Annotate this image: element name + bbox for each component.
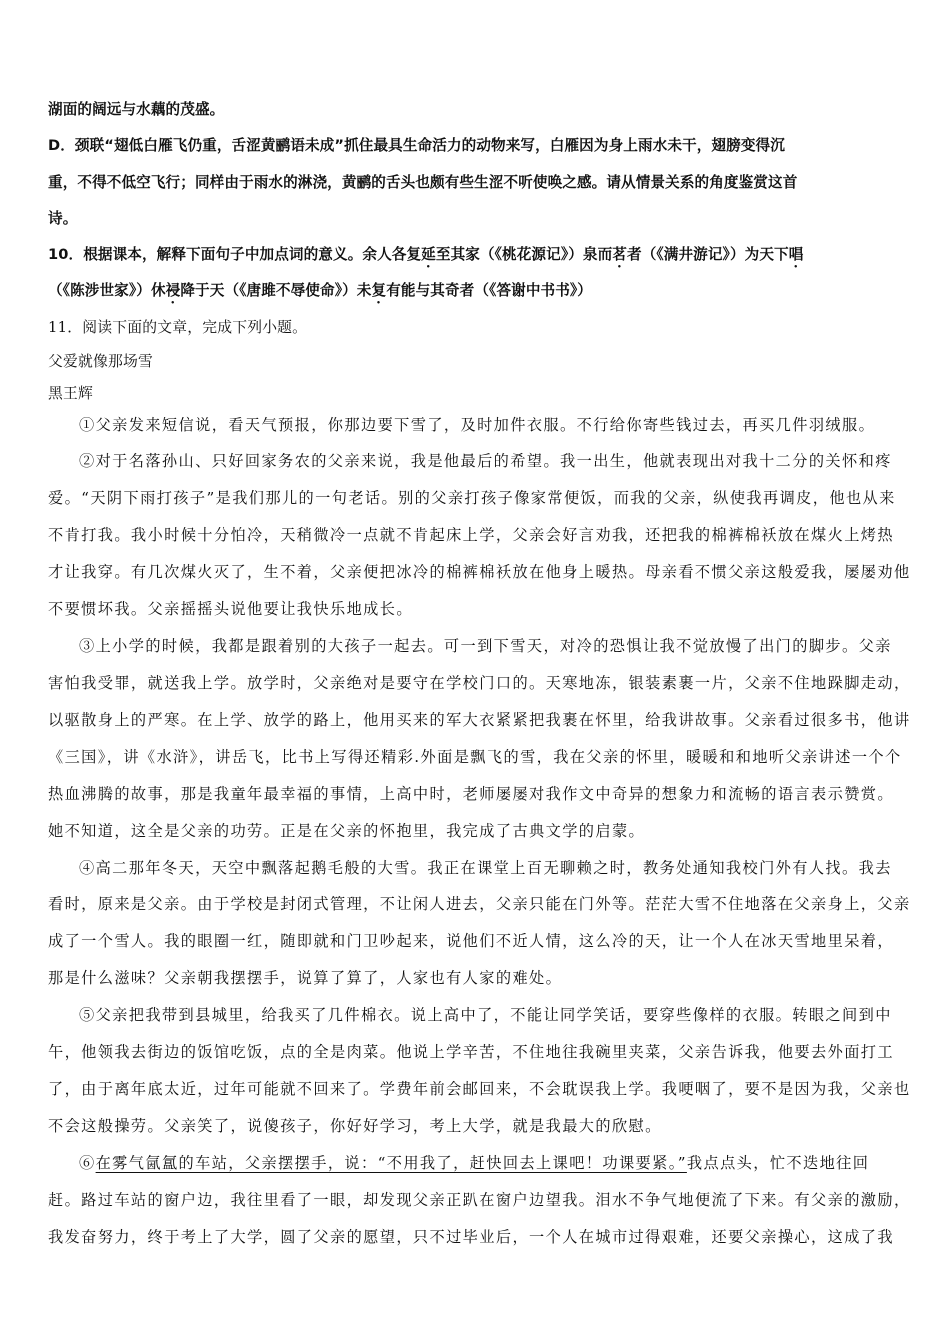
paragraph-3-line: 《三国》，讲《水浒》，讲岳飞，比书上写得还精彩.外面是飘飞的雪，我在父亲的怀里，暖暖和和地听父亲讲述一个个 xyxy=(48,748,902,766)
paragraph-6-line: 我发奋努力，终于考上了大学，圆了父亲的愿望，只不过毕业后，一个人在城市过得艰难，还要父亲操心，这成了我 xyxy=(48,1228,894,1246)
paragraph-4-line: 看时，原来是父亲。由于学校是封闭式管理，不让闲人进去，父亲只能在门外等。茫茫大雪不住地落在父亲身上，父亲 xyxy=(48,895,911,913)
dotted-word: 延 xyxy=(421,246,436,263)
paragraph-5-line: 了，由于离年底太近，过年可能就不回来了。学费年前会邮回来，不会耽误我上学。我哽咽了，要不是因为我，父亲也 xyxy=(48,1080,911,1098)
option-d-line-2: 重，不得不低空飞行；同样由于雨水的淋浇，黄鹂的舌头也颇有些生涩不听使唤之感。请从情景关系的角度鉴赏这首 xyxy=(48,174,798,191)
underlined-sentence: 在雾气氤氲的车站，父亲摆摆手，说：“不用我了，赶快回去上课吧！功课要紧。” xyxy=(95,1154,687,1172)
option-d-line-1: D．颈联“翅低白雁飞仍重，舌涩黄鹂语未成”抓住最具生命活力的动物来写，白雁因为身上雨水未干，翅膀变得沉 xyxy=(48,137,785,154)
paragraph-3-line: 她不知道，这全是父亲的功劳。正是在父亲的怀抱里，我完成了古典文学的启蒙。 xyxy=(48,822,646,840)
dotted-word: 唱 xyxy=(788,246,804,263)
paragraph-5-line: ⑤父亲把我带到县城里，给我买了几件棉衣。说上高中了，不能让同学笑话，要穿些像样的衣服。转眼之间到中 xyxy=(79,1006,892,1024)
dotted-word: 复 xyxy=(371,282,387,299)
paragraph-5-line: 不会这般操劳。父亲笑了，说傻孩子，你好好学习，考上大学，就是我最大的欣慰。 xyxy=(48,1117,662,1135)
article-title: 父爱就像那场雪 xyxy=(48,353,153,370)
paragraph-4-line: 那是什么滋味？父亲朝我摆摆手，说算了算了，人家也有人家的难处。 xyxy=(48,969,563,987)
paragraph-4-line: 成了一个雪人。我的眼圈一红，随即就和门卫吵起来，说他们不近人情，这么冷的天，让一个人在冰天雪地里呆着， xyxy=(48,932,894,950)
paragraph-3-line: 热血沸腾的故事，那是我童年最幸福的事情，上高中时，老师屡屡对我作文中奇异的想象力和流畅的语言表示赞赏。 xyxy=(48,785,894,803)
paragraph-2-line: 不要惯坏我。父亲摇摇头说他要让我快乐地成长。 xyxy=(48,600,413,618)
article-author: 黑王辉 xyxy=(48,385,93,402)
dotted-word: 祲 xyxy=(165,282,181,299)
option-d-line-3: 诗。 xyxy=(48,210,78,227)
paragraph-2-line: 不肯打我。我小时候十分怕冷，天稍微冷一点就不肯起床上学，父亲会好言劝我，还把我的棉裤棉袄放在煤火上烤热 xyxy=(48,526,894,544)
dotted-word: 茗 xyxy=(612,246,627,263)
paragraph-2-line: 才让我穿。有几次煤火灭了，生不着，父亲便把冰冷的棉裤棉袄放在他身上暖热。母亲看不惯父亲这般爱我，屡屡劝他 xyxy=(48,563,911,581)
paragraph-2-line: 爱。“天阴下雨打孩子”是我们那儿的一句老话。别的父亲打孩子像家常便饭，而我的父亲，纵使我再调皮，他也从来 xyxy=(48,489,896,507)
paragraph-6-line: ⑥在雾气氤氲的车站，父亲摆摆手，说：“不用我了，赶快回去上课吧！功课要紧。”我点点头，忙不迭地往回 xyxy=(79,1154,870,1172)
paragraph-4-line: ④高二那年冬天，天空中飘落起鹅毛般的大雪。我正在课堂上百无聊赖之时，教务处通知我校门外有人找。我去 xyxy=(79,859,892,877)
paragraph-6-line: 赶。路过车站的窗户边，我往里看了一眼，却发现父亲正趴在窗户边望我。泪水不争气地便流了下来。有父亲的激励， xyxy=(48,1191,911,1209)
paragraph-2-line: ②对于名落孙山、只好回家务农的父亲来说，我是他最后的希望。我一出生，他就表现出对我十二分的关怀和疼 xyxy=(79,452,892,470)
paragraph-5-line: 午，他领我去街边的饭馆吃饭，点的全是肉菜。他说上学辛苦，不住地往我碗里夹菜，父亲告诉我，他要去外面打工 xyxy=(48,1043,894,1061)
question-10-line-2: （《陈涉世家》）休祲降于天（《唐雎不辱使命》）未复有能与其奇者（《答谢中书书》） xyxy=(48,282,592,299)
paragraph-1: ①父亲发来短信说，看天气预报，你那边要下雪了，及时加件衣服。不行给你寄些钱过去，再买几件羽绒服。 xyxy=(79,416,876,434)
option-c-tail: 湖面的阔远与水藕的茂盛。 xyxy=(48,101,225,118)
question-11-intro: 11．阅读下面的文章，完成下列小题。 xyxy=(48,319,308,336)
paragraph-3-line: ③上小学的时候，我都是跟着别的大孩子一起去。可一到下雪天，对冷的恐惧让我不觉放慢了出门的脚步。父亲 xyxy=(79,637,892,655)
paragraph-3-line: 以驱散身上的严寒。在上学、放学的路上，他用买来的军大衣紧紧把我裹在怀里，给我讲故事。父亲看过很多书，他讲 xyxy=(48,711,911,729)
paragraph-3-line: 害怕我受罪，就送我上学。放学时，父亲绝对是要守在学校门口的。天寒地冻，银装素裹一片，父亲不住地跺脚走动， xyxy=(48,674,911,692)
question-10-line-1: 10．根据课本，解释下面句子中加点词的意义。余人各复延至其家（《桃花源记》）泉而茗者（《满井游记》）为天下唱 xyxy=(48,246,804,263)
